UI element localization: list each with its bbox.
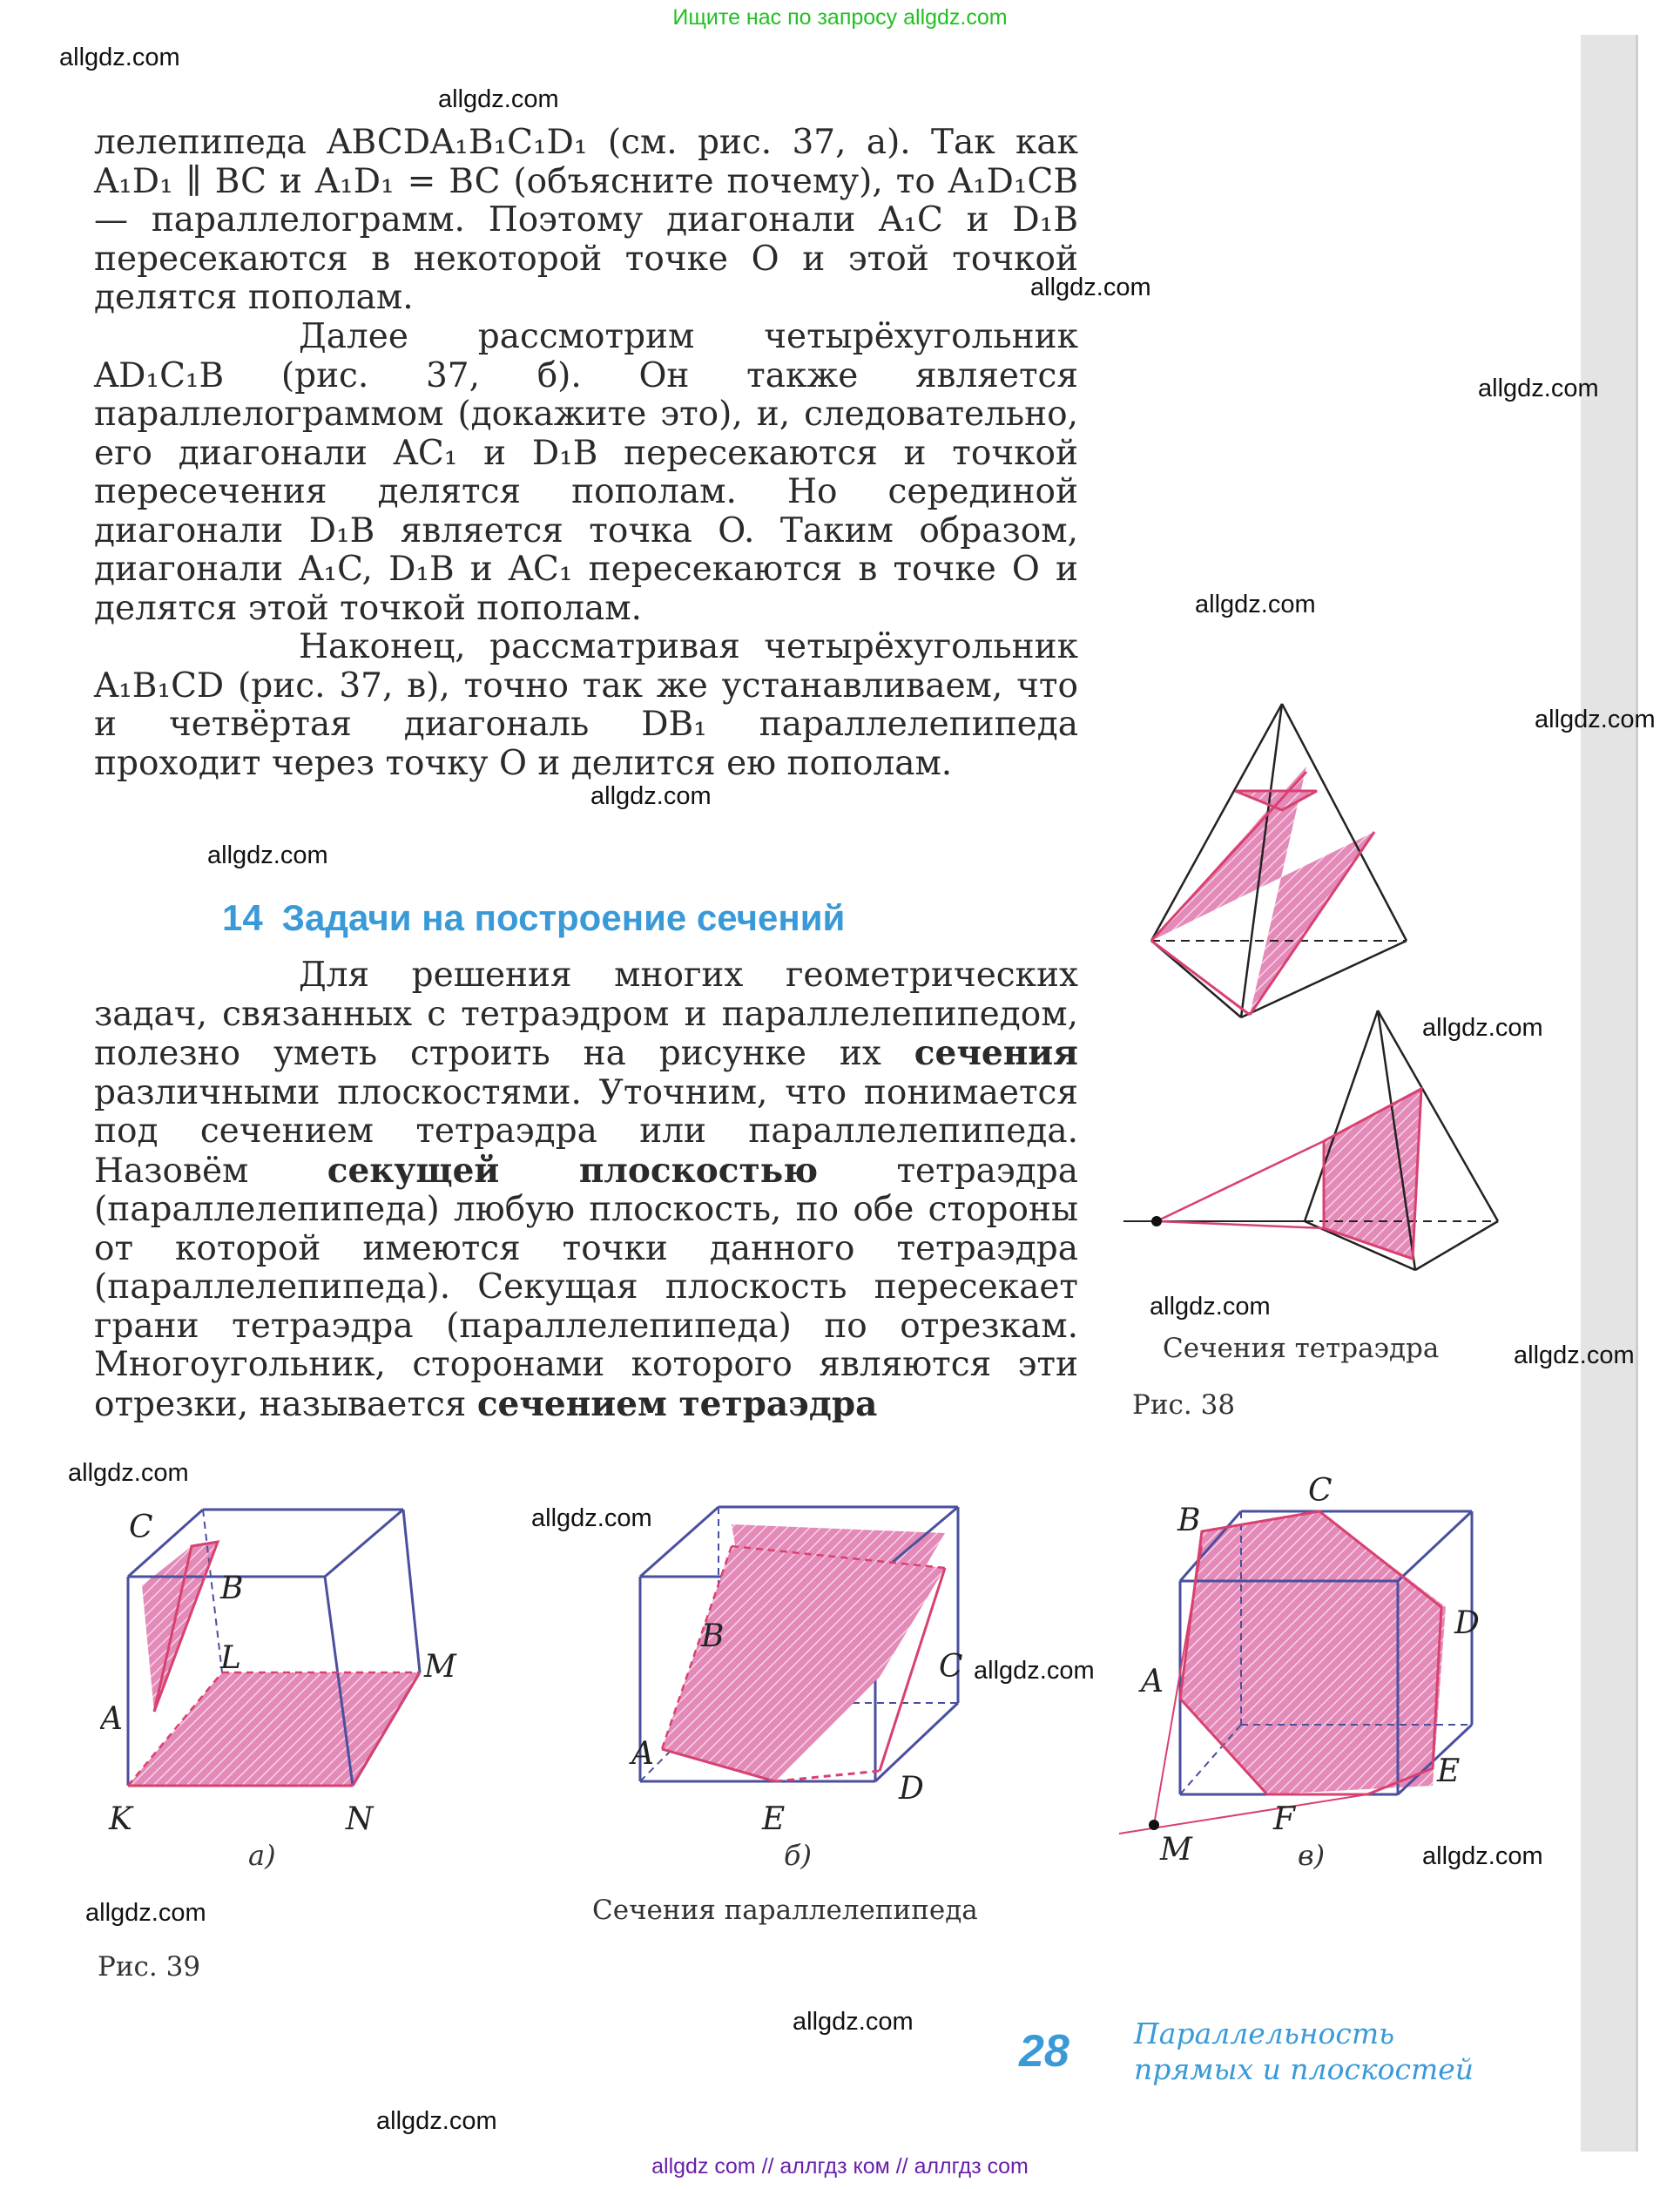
chapter-title [1134,2016,1474,2087]
watermark: allgdz.com [1150,1293,1271,1321]
label-a: A [100,1701,123,1737]
paragraph-4 [94,956,1078,1424]
label-b: B [220,1571,244,1606]
label-n: N [346,1801,374,1837]
sublabel-b [779,1834,832,1877]
label-c: C [939,1649,963,1685]
figure-39-caption: Сечения параллелепипеда [592,1895,978,1926]
watermark: allgdz.com [590,782,712,810]
svg-text:б): б) [784,1839,813,1872]
sublabel-c [1293,1834,1346,1877]
label-m: M [424,1649,456,1685]
chapter-title-line-1: Параллельность [1134,2017,1395,2050]
section-title: Задачи на построение сечений [281,897,846,938]
figure-38-tetrahedra [1115,688,1524,1324]
watermark: allgdz.com [85,1899,206,1927]
paragraph-3-text: Наконец, рассматривая четырёхугольник A₁B₁CD (рис. 37, в), точно так же устанавливаем, что и четвёртая диагональ DB₁ параллелепипеда проходит через точку O и делится ею пополам. [94,627,1078,783]
figure-39b-parallelepiped [610,1494,993,1860]
paragraph-4-text-c: различными плоскостями. Уточним, что понимается под сечением тетраэдра или параллелепипеда. Назовём [94,1072,1078,1191]
paragraph-2 [94,318,1078,628]
section-heading [222,897,845,939]
figure-38-caption: Сечения тетраэдра [1163,1333,1440,1364]
section-number: 14 [222,897,263,938]
label-e: E [762,1801,786,1837]
watermark: allgdz.com [376,2107,497,2135]
figure-39c-parallelepiped [1106,1476,1507,1877]
label-c: C [129,1510,153,1545]
paragraph-2-text: Далее рассмотрим четырёхугольник AD₁C₁B (рис. 37, б). Он также является параллелограммом (докажите это), и, следовательно, его диагонали AC₁ и D₁B пересекаются и точкой пересечения делятся пополам. Но серединой диагонали D₁B является точка O. Таким образом, диагонали A₁C, D₁B и AC₁ пересекаются в точке O и делятся этой точкой пополам. [94,317,1078,628]
paragraph-3 [94,628,1078,783]
svg-text:а): а) [248,1839,276,1872]
label-a: A [631,1736,654,1772]
figure-38-label: Рис. 38 [1132,1389,1236,1421]
svg-text:в): в) [1298,1839,1326,1872]
label-k: K [109,1801,132,1837]
watermark: allgdz.com [438,85,559,113]
term-tetrahedron-section: сечением тетраэдра [476,1383,878,1424]
watermark: allgdz.com [68,1459,189,1487]
bottom-banner[interactable]: allgdz com // аллгдз ком // аллгдз com [651,2154,1029,2179]
tetrahedron-top [1151,704,1407,1017]
watermark: allgdz.com [1030,274,1151,301]
watermark: allgdz.com [974,1657,1095,1685]
tetrahedron-bottom [1123,1010,1498,1270]
label-d: D [1454,1605,1480,1641]
watermark: allgdz.com [1195,591,1316,618]
label-d: D [899,1771,924,1807]
paragraph-4-text-a: Для решения многих геометрических задач, связанных с тетраэдром и параллелепипедом, полезно уметь строить на рисунке их [94,956,1078,1073]
page-number: 28 [1019,2026,1069,2077]
watermark: allgdz.com [1514,1341,1635,1369]
chapter-title-line-2: прямых и плоскостей [1134,2052,1474,2086]
figure-39a-parallelepiped [100,1494,483,1860]
paragraph-4-text-e: тетраэдра (параллелепипеда) любую плоскость, по обе стороны от которой имеются точки данного тетраэдра (параллелепипеда). Секущая плоскость пересекает грани тетраэдра (параллелепипеда) по отрезкам. Многоугольник, сторонами которого являются эти отрезки, называется [94,1151,1078,1424]
label-l: L [220,1640,241,1676]
label-b: B [701,1618,725,1654]
watermark: allgdz.com [59,44,180,71]
watermark: allgdz.com [207,841,328,869]
label-e: E [1437,1753,1461,1789]
watermark: allgdz.com [1535,706,1656,733]
watermark: allgdz.com [793,2008,914,2036]
page-edge-line [1636,35,1638,2152]
watermark: allgdz.com [1422,1842,1543,1870]
watermark: allgdz.com [1478,375,1599,402]
label-b: B [1177,1503,1201,1538]
figure-39-label: Рис. 39 [98,1951,201,1983]
watermark: allgdz.com [531,1504,652,1532]
page-edge-strip [1581,35,1637,2152]
paragraph-1: лелепипеда ABCDA₁B₁C₁D₁ (см. рис. 37, а). Так как A₁D₁ ∥ BC и A₁D₁ = BC (объясните почему), то A₁D₁CB — параллелограмм. Поэтому диагонали A₁C и D₁B пересекаются в некоторой точке O и этой точкой делятся пополам. [94,123,1078,317]
term-cutting-plane: секущей плоскостью [327,1150,819,1191]
sublabel-a [244,1834,296,1877]
label-f: F [1273,1801,1295,1837]
label-a: A [1141,1664,1164,1699]
label-m: M [1160,1832,1192,1868]
top-banner[interactable]: Ищите нас по запросу allgdz.com [672,5,1008,30]
watermark: allgdz.com [1422,1014,1543,1042]
term-sections: сечения [914,1033,1078,1073]
label-c: C [1308,1476,1333,1509]
